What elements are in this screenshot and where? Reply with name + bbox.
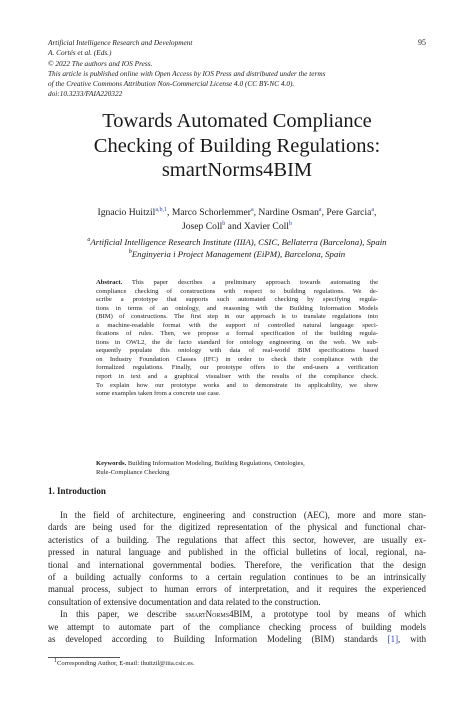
keywords <box>96 459 378 477</box>
affiliation-mark: b <box>128 249 132 256</box>
title-line: smartNorms4BIM <box>161 159 313 181</box>
author-name: and Xavier Coll <box>225 221 289 232</box>
meta-line: of the Creative Commons Attribution Non-Commercial License 4.0 (CC BY-NC 4.0). <box>48 79 295 89</box>
keywords-text: Building Information Modeling, Building Regulations, Ontologies, <box>126 460 305 467</box>
body-text-segment: , with <box>398 633 426 644</box>
author-affil-mark[interactable]: a <box>318 206 322 213</box>
abstract-line: To explain how our prototype works and to demonstrate its applicability, we show <box>96 381 378 389</box>
paper-title <box>0 109 474 183</box>
abstract-line: tions in terms of an ontology, and reasoning with the Building Information Models <box>96 304 378 312</box>
body-text-segment: , a prototype tool by means of which <box>250 609 426 620</box>
abstract-line: a machine-readable format with the support of controlled natural language speci- <box>96 321 378 329</box>
body-text-segment: In this paper, we describe <box>60 609 186 620</box>
footnote-text: Corresponding Author, E-mail: ihuitzil@iiia.csic.es. <box>57 660 195 667</box>
abstract-line <box>96 279 378 288</box>
meta-line: Artificial Intelligence Research and Development <box>48 38 193 47</box>
meta-line: © 2022 The authors and IOS Press. <box>48 58 153 68</box>
citation-link[interactable]: [1] <box>387 633 399 644</box>
body-line <box>48 608 426 620</box>
affiliations <box>0 236 474 260</box>
author-list <box>0 206 474 234</box>
affiliation-mark: a <box>87 237 91 244</box>
author-name: Ignacio Huitzil <box>97 207 156 218</box>
body-line: dards are being used for the digitized representation of the physical and functional char- <box>48 522 426 533</box>
meta-line: A. Cortés et al. (Eds.) <box>48 48 112 58</box>
footnote-mark: 1 <box>54 657 57 664</box>
abstract-line: fications of rules. Then, we propose a formal specification of the building regula- <box>96 330 378 338</box>
affiliation-text: Enginyeria i Project Management (EiPM), Barcelona, Spain <box>131 249 346 259</box>
body-line: acteristics of a building. The regulations that affect this sector, however, are usually ex- <box>48 534 426 545</box>
author-affil-mark[interactable]: a <box>371 206 375 213</box>
abstract-line: on Industry Foundation Classes (IFC) in order to check their compliance with the <box>96 355 378 363</box>
tool-name: smartNorms4BIM <box>185 609 251 620</box>
body-line: of a building actually conforms to a certain regulation continues to be an intrinsically <box>48 571 426 582</box>
author-name: , Marco Schorlemmer <box>167 207 251 218</box>
body-text <box>48 509 426 645</box>
footnote-rule <box>48 657 120 658</box>
author-affil-mark[interactable]: a <box>250 206 254 213</box>
abstract-line: report in text and a graphical visualiser with the results of the compliance check. <box>96 373 378 381</box>
keywords-line <box>96 459 378 468</box>
keywords-label: Keywords. <box>96 460 127 467</box>
body-line: manual process, subject to human errors of interpretation, and it requires the experienced <box>48 584 426 595</box>
affiliation-text: Artificial Intelligence Research Institute (IIIA), CSIC, Bellaterra (Barcelona), Spain <box>90 237 387 247</box>
author-line <box>0 206 474 220</box>
affiliation <box>0 248 474 260</box>
author-affil-mark[interactable]: a,b,1 <box>155 206 168 213</box>
body-text-segment: as developed according to Building Information Modeling (BIM) standards <box>48 633 388 644</box>
author-line <box>0 220 474 234</box>
publication-metadata <box>48 38 408 100</box>
title-line: Checking of Building Regulations: <box>93 134 381 157</box>
abstract-line: formalized regulations. Finally, our prototype offers to the end-users a verification <box>96 364 378 372</box>
section-title: Introduction <box>57 486 106 496</box>
title-line: Towards Automated Compliance <box>102 110 372 132</box>
keywords-line: Rule-Compliance Checking <box>96 469 170 476</box>
body-line: consultation of extensive documentation and data related to the construction. <box>48 596 321 607</box>
body-line: pressed in natural language and published in the official bulletins of local, regional, na- <box>48 547 426 558</box>
author-name: , Pere Garcia <box>321 207 372 218</box>
section-heading <box>48 486 106 496</box>
meta-line: doi:10.3233/FAIA220322 <box>48 89 123 99</box>
page-number: 95 <box>418 38 426 47</box>
body-line: tional and international governmental bodies. Therefore, the verification that the design <box>48 559 426 570</box>
body-line: we attempt to automate part of the compliance checking process of building models <box>48 621 426 632</box>
author-name: , Nardine Osman <box>253 207 319 218</box>
body-line: In the field of architecture, engineering and construction (AEC), more and more stan- <box>60 510 426 520</box>
abstract-line: some examples taken from a concrete use case. <box>96 390 221 398</box>
abstract-line: tions in OWL2, the de facto standard for ontology engineering on the web. We sub- <box>96 338 378 346</box>
abstract-line: sequently populate this ontology with data of real-world BIM specifications based <box>96 347 378 355</box>
section-number: 1. <box>48 486 55 496</box>
body-line <box>48 633 426 645</box>
affiliation <box>0 236 474 248</box>
abstract-line: compliance checking of constructions with respect to building regulations. We de- <box>96 287 378 295</box>
footnote <box>54 657 195 667</box>
author-affil-mark[interactable]: b <box>222 220 226 227</box>
meta-line: This article is published online with Open Access by IOS Press and distributed under the terms <box>48 68 326 78</box>
abstract-label: Abstract. <box>96 279 123 286</box>
abstract-line: (BIM) of constructions. The first step in our approach is to translate regulations into <box>96 313 378 321</box>
abstract-line: scribe a prototype that supports such automated checking by specifying regula- <box>96 296 378 304</box>
author-sep: , <box>374 207 377 218</box>
abstract-text: This paper describes a preliminary approach towards automating the <box>122 279 378 286</box>
author-affil-mark[interactable]: b <box>288 220 292 227</box>
author-name: Josep Coll <box>182 221 223 232</box>
abstract <box>96 279 378 399</box>
